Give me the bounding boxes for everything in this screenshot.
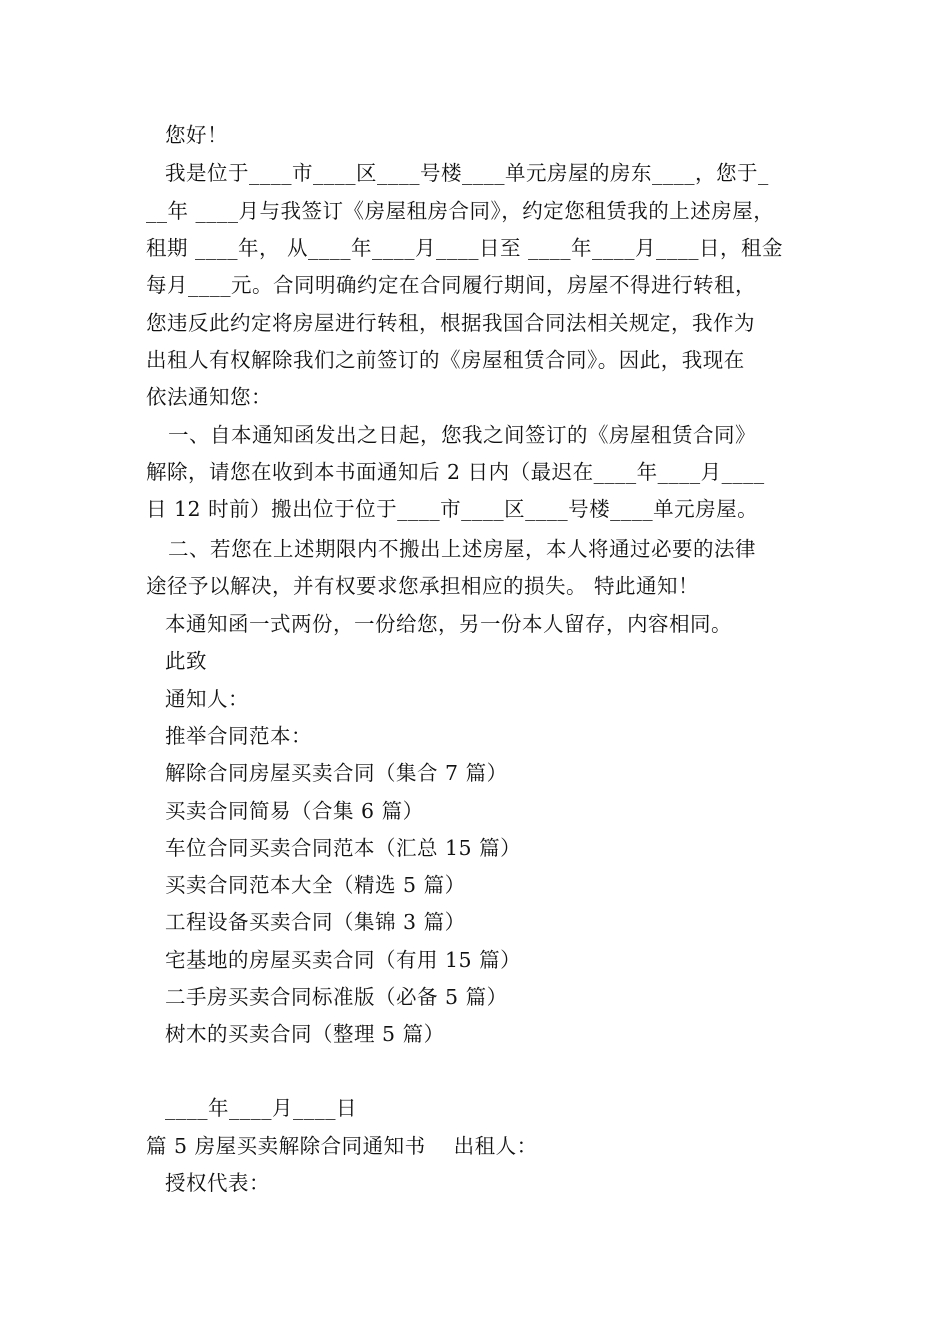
clause-one-line: 日 12 时前）搬出位于位于____市____区____号楼____单元房屋。: [146, 497, 759, 521]
recommend-item: 买卖合同简易（合集 6 篇）: [165, 799, 424, 823]
body-line: 依法通知您：: [146, 385, 272, 409]
recommend-item: 宅基地的房屋买卖合同（有用 15 篇）: [165, 948, 522, 972]
date-line: ____年____月____日: [165, 1096, 357, 1120]
recommend-item: 买卖合同范本大全（精选 5 篇）: [165, 873, 466, 897]
body-line: 您违反此约定将房屋进行转租，根据我国合同法相关规定，我作为: [146, 311, 755, 335]
recommend-item: 二手房买卖合同标准版（必备 5 篇）: [165, 985, 508, 1009]
recommend-item: 解除合同房屋买卖合同（集合 7 篇）: [165, 761, 508, 785]
section-title: 篇 5 房屋买卖解除合同通知书 出租人：: [146, 1134, 538, 1158]
body-line: 租期 ____年， 从____年____月____日至 ____年____月____日，租金: [146, 236, 784, 260]
representative-label: 授权代表：: [165, 1171, 270, 1195]
recommend-item: 车位合同买卖合同范本（汇总 15 篇）: [165, 836, 522, 860]
recommend-item: 树木的买卖合同（整理 5 篇）: [165, 1022, 445, 1046]
greeting: 您好！: [165, 123, 228, 147]
clause-two-line: 二、若您在上述期限内不搬出上述房屋，本人将通过必要的法律: [168, 537, 756, 561]
copies-note: 本通知函一式两份，一份给您，另一份本人留存，内容相同。: [165, 612, 732, 636]
recommend-heading: 推举合同范本：: [165, 724, 312, 748]
body-line: 每月____元。合同明确约定在合同履行期间，房屋不得进行转租，: [146, 273, 756, 297]
recommend-item: 工程设备买卖合同（集锦 3 篇）: [165, 910, 466, 934]
clause-one-line: 一、自本通知函发出之日起，您我之间签订的《房屋租赁合同》: [168, 423, 756, 447]
salutation: 此致: [165, 649, 207, 673]
body-line: 出租人有权解除我们之前签订的《房屋租赁合同》。因此，我现在: [146, 348, 745, 372]
body-line: 我是位于____市____区____号楼____单元房屋的房东____，您于_: [165, 161, 769, 185]
notifier-label: 通知人：: [165, 687, 249, 711]
clause-one-line: 解除，请您在收到本书面通知后 2 日内（最迟在____年____月____: [146, 460, 765, 484]
clause-two-line: 途径予以解决，并有权要求您承担相应的损失。 特此通知！: [146, 574, 700, 598]
body-line: __年 ____月与我签订《房屋租房合同》，约定您租赁我的上述房屋，: [146, 199, 775, 223]
